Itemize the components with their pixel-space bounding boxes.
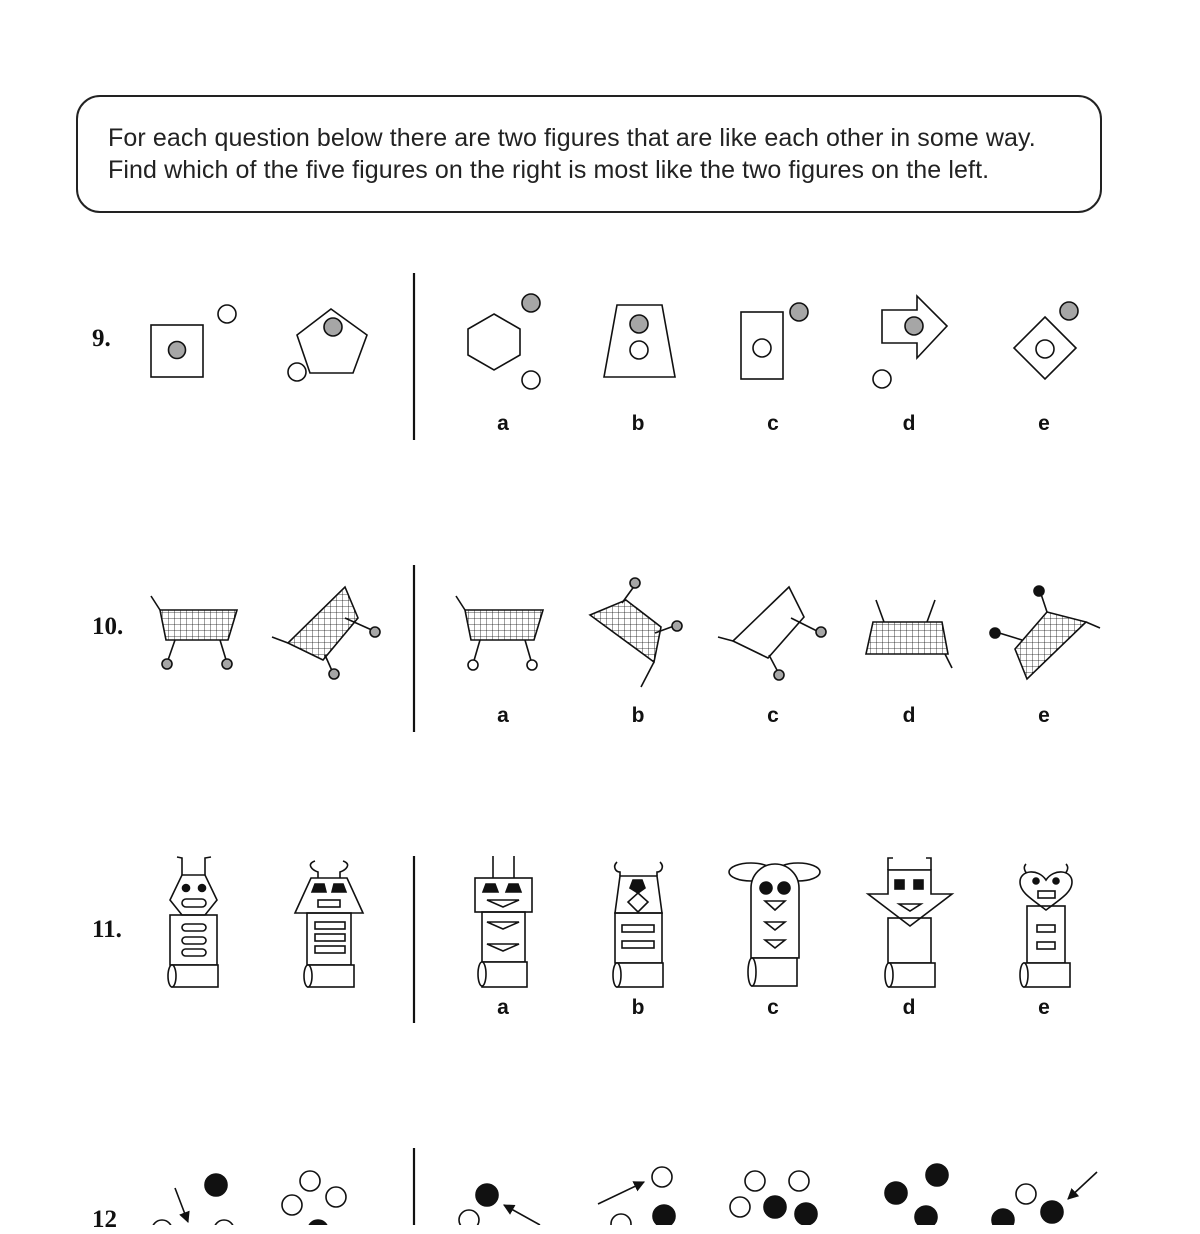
q10-option-e-figure[interactable] <box>990 586 1100 679</box>
q9-stem-figure-1 <box>151 305 236 377</box>
question-9-number: 9. <box>92 325 111 352</box>
question-12-number: 12 <box>92 1206 117 1233</box>
q10-option-d-figure[interactable] <box>866 600 952 668</box>
q10-option-e-label: e <box>1038 704 1050 727</box>
q11-option-d-figure[interactable] <box>868 858 952 987</box>
q9-option-b-figure[interactable] <box>604 305 675 377</box>
q9-option-e-figure[interactable] <box>1014 302 1078 379</box>
instructions-line-2: Find which of the five figures on the right is most like the two figures on the left. <box>108 156 990 184</box>
q12-option-e-figure[interactable] <box>992 1172 1097 1225</box>
q9-option-d-figure[interactable] <box>873 296 947 388</box>
q12-option-b-figure[interactable] <box>598 1167 675 1225</box>
q9-option-a-figure[interactable] <box>468 294 540 389</box>
q12-option-a-figure[interactable] <box>459 1184 540 1225</box>
q9-option-e-label: e <box>1038 412 1050 435</box>
q11-option-e-figure[interactable] <box>1020 864 1072 987</box>
q10-option-b-label: b <box>631 704 645 727</box>
q11-stem-figure-2 <box>295 861 363 987</box>
q9-option-c-figure[interactable] <box>741 303 808 379</box>
q9-option-b-label: b <box>631 412 645 435</box>
q10-option-c-figure[interactable] <box>718 587 826 680</box>
q11-option-a-label: a <box>497 996 509 1019</box>
q11-option-d-label: d <box>902 996 916 1019</box>
q12-option-c-figure[interactable] <box>730 1171 817 1225</box>
q10-stem-figure-1 <box>151 596 237 669</box>
q12-option-d-figure[interactable] <box>885 1164 948 1225</box>
q11-option-e-label: e <box>1038 996 1050 1019</box>
q11-stem-figure-1 <box>168 857 218 987</box>
q9-option-c-label: c <box>767 412 779 435</box>
q10-option-a-label: a <box>497 704 509 727</box>
q11-option-a-figure[interactable] <box>475 856 532 987</box>
question-10-number: 10. <box>92 613 124 640</box>
q9-option-a-label: a <box>497 412 509 435</box>
q11-option-b-label: b <box>631 996 645 1019</box>
q10-stem-figure-2 <box>272 587 380 679</box>
q12-stem-figure-2 <box>282 1171 346 1225</box>
q10-option-b-figure[interactable] <box>590 578 682 687</box>
q9-option-d-label: d <box>902 412 916 435</box>
q10-option-d-label: d <box>902 704 916 727</box>
question-11-number: 11. <box>92 916 122 943</box>
q11-option-c-label: c <box>767 996 779 1019</box>
q12-stem-figure-1 <box>152 1174 234 1225</box>
q10-option-c-label: c <box>767 704 779 727</box>
q9-stem-figure-2 <box>288 309 367 381</box>
q11-option-c-figure[interactable] <box>729 863 820 986</box>
q11-option-b-figure[interactable] <box>613 862 663 987</box>
q10-option-a-figure[interactable] <box>456 596 543 670</box>
instructions-line-1: For each question below there are two figures that are like each other in some way. <box>108 124 1036 152</box>
